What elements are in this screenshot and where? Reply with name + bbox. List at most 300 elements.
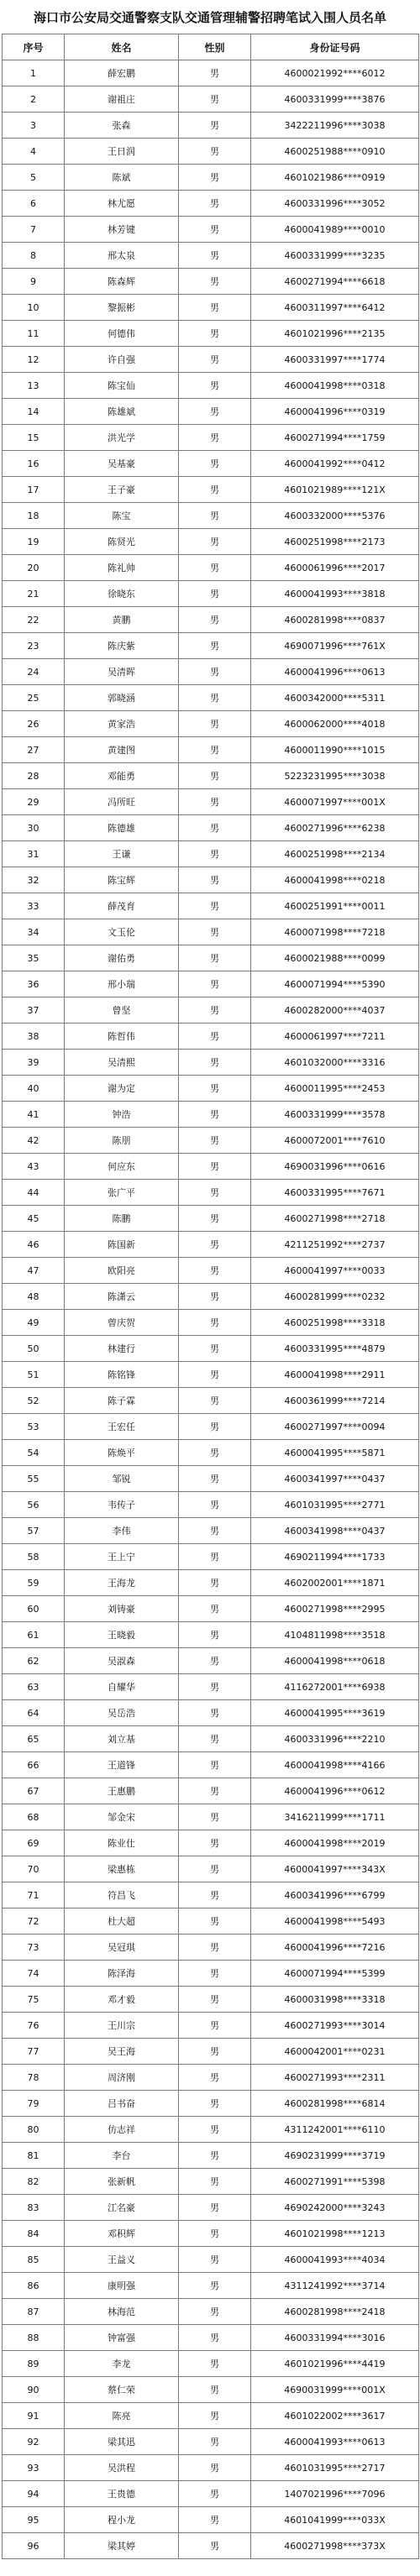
row-number: 29 (3, 789, 65, 815)
gender: 男 (179, 1362, 251, 1388)
row-number: 80 (3, 2117, 65, 2143)
applicant-name: 邓才毅 (65, 1987, 179, 2013)
gender: 男 (179, 581, 251, 607)
applicant-name: 张广平 (65, 1180, 179, 1206)
table-row (3, 2533, 419, 2559)
id-number: 4600361999****7214 (251, 1388, 419, 1414)
id-number: 4690242000****3243 (251, 2195, 419, 2221)
table-row (3, 1414, 419, 1440)
gender: 男 (179, 1518, 251, 1544)
applicant-name: 陈哲伟 (65, 1024, 179, 1050)
gender: 男 (179, 1232, 251, 1258)
row-number: 82 (3, 2169, 65, 2195)
gender: 男 (179, 2117, 251, 2143)
table-row (3, 1076, 419, 1102)
row-number: 81 (3, 2143, 65, 2169)
gender: 男 (179, 2273, 251, 2299)
table-row (3, 1726, 419, 1752)
gender: 男 (179, 86, 251, 113)
table-row (3, 997, 419, 1024)
row-number: 95 (3, 2507, 65, 2533)
applicant-name: 王晓毅 (65, 1622, 179, 1648)
table-row (3, 1752, 419, 1778)
applicant-name: 谢祖庄 (65, 86, 179, 113)
id-number: 4600041998****0318 (251, 373, 419, 399)
gender: 男 (179, 763, 251, 789)
table-row (3, 737, 419, 763)
row-number: 55 (3, 1466, 65, 1492)
id-number: 4600281998****0837 (251, 607, 419, 633)
id-number: 4600271996****6238 (251, 815, 419, 841)
table-row (3, 1622, 419, 1648)
row-number: 15 (3, 425, 65, 451)
id-number: 4600251998****3318 (251, 1310, 419, 1336)
applicant-name: 陈国新 (65, 1232, 179, 1258)
table-row (3, 2299, 419, 2325)
applicant-name: 陈朋 (65, 1128, 179, 1154)
table-row (3, 581, 419, 607)
row-number: 51 (3, 1362, 65, 1388)
gender: 男 (179, 789, 251, 815)
id-number: 4600331996****3052 (251, 191, 419, 217)
id-number: 4600341997****0437 (251, 1466, 419, 1492)
row-number: 79 (3, 2091, 65, 2117)
row-number: 56 (3, 1492, 65, 1518)
row-number: 14 (3, 399, 65, 425)
id-number: 4600062000****4018 (251, 711, 419, 737)
applicant-name: 陈礼帅 (65, 555, 179, 581)
applicant-name: 张新帆 (65, 2169, 179, 2195)
gender: 男 (179, 1596, 251, 1622)
applicant-name: 仿志祥 (65, 2117, 179, 2143)
row-number: 64 (3, 1700, 65, 1726)
id-number: 4600041989****0010 (251, 217, 419, 243)
id-number: 4600311997****6412 (251, 295, 419, 321)
table-row (3, 2169, 419, 2195)
row-number: 44 (3, 1180, 65, 1206)
row-number: 22 (3, 607, 65, 633)
id-number: 4600072001****7610 (251, 1128, 419, 1154)
applicant-name: 王惠鹏 (65, 1778, 179, 1804)
id-number: 4600041996****0612 (251, 1778, 419, 1804)
id-number: 4600331994****3016 (251, 2325, 419, 2351)
id-number: 4116272001****6938 (251, 1674, 419, 1700)
applicant-name: 梁惠栋 (65, 1856, 179, 1882)
gender: 男 (179, 2455, 251, 2481)
row-number: 45 (3, 1206, 65, 1232)
row-number: 53 (3, 1414, 65, 1440)
id-number: 4311242001****6110 (251, 2117, 419, 2143)
id-number: 1407021996****7096 (251, 2481, 419, 2507)
id-number: 4600281999****0232 (251, 1284, 419, 1310)
applicant-name: 陈焕平 (65, 1440, 179, 1466)
row-number: 11 (3, 321, 65, 347)
applicant-name: 欧阳亮 (65, 1258, 179, 1284)
id-number: 4600031998****3318 (251, 1987, 419, 2013)
row-number: 67 (3, 1778, 65, 1804)
id-number: 4600332000****5376 (251, 503, 419, 529)
applicant-name: 谢为定 (65, 1076, 179, 1102)
table-row (3, 60, 419, 86)
table-row (3, 1284, 419, 1310)
row-number: 18 (3, 503, 65, 529)
row-number: 23 (3, 633, 65, 659)
gender: 男 (179, 1882, 251, 1908)
gender: 男 (179, 841, 251, 867)
applicant-name: 陈鹏 (65, 1206, 179, 1232)
applicant-name: 文玉伦 (65, 919, 179, 945)
row-number: 66 (3, 1752, 65, 1778)
applicant-name: 吴清熙 (65, 1050, 179, 1076)
row-number: 84 (3, 2221, 65, 2247)
applicant-name: 陈庆紫 (65, 633, 179, 659)
row-number: 27 (3, 737, 65, 763)
row-number: 50 (3, 1336, 65, 1362)
table-row (3, 295, 419, 321)
table-row (3, 893, 419, 919)
gender: 男 (179, 1440, 251, 1466)
applicant-name: 王道锋 (65, 1752, 179, 1778)
row-number: 17 (3, 477, 65, 503)
table-row (3, 2351, 419, 2377)
applicant-name: 王日润 (65, 139, 179, 165)
applicant-name: 陈森辉 (65, 269, 179, 295)
table-row (3, 2325, 419, 2351)
gender: 男 (179, 2143, 251, 2169)
id-number: 4600041993****3818 (251, 581, 419, 607)
gender: 男 (179, 1935, 251, 1961)
table-row (3, 1856, 419, 1882)
gender: 男 (179, 1024, 251, 1050)
table-row (3, 269, 419, 295)
table-row (3, 1050, 419, 1076)
table-row (3, 763, 419, 789)
gender: 男 (179, 2065, 251, 2091)
id-number: 4600271993****2311 (251, 2065, 419, 2091)
gender: 男 (179, 919, 251, 945)
applicant-name: 黄鹏 (65, 607, 179, 633)
row-number: 37 (3, 997, 65, 1024)
table-row (3, 1961, 419, 1987)
row-number: 31 (3, 841, 65, 867)
id-number: 4690231999****3719 (251, 2143, 419, 2169)
gender: 男 (179, 60, 251, 86)
applicant-name: 程小龙 (65, 2507, 179, 2533)
table-row (3, 2039, 419, 2065)
gender: 男 (179, 2533, 251, 2559)
applicant-name: 陈斌 (65, 165, 179, 191)
gender: 男 (179, 1830, 251, 1856)
row-number: 32 (3, 867, 65, 893)
applicant-name: 韦传子 (65, 1492, 179, 1518)
applicant-name: 邢小瑞 (65, 971, 179, 997)
table-row (3, 477, 419, 503)
table-row (3, 1388, 419, 1414)
id-number: 4600041998****0618 (251, 1648, 419, 1674)
row-number: 57 (3, 1518, 65, 1544)
table-row (3, 2065, 419, 2091)
table-row (3, 1778, 419, 1804)
id-number: 5223231995****3038 (251, 763, 419, 789)
table-row (3, 685, 419, 711)
applicant-name: 钟浩 (65, 1102, 179, 1128)
id-number: 4600251998****2134 (251, 841, 419, 867)
id-number: 4600041998****0218 (251, 867, 419, 893)
id-number: 4601041999****033X (251, 2507, 419, 2533)
table-row (3, 2117, 419, 2143)
id-number: 4311241992****3714 (251, 2273, 419, 2299)
id-number: 4600271994****1759 (251, 425, 419, 451)
applicant-name: 何德伟 (65, 321, 179, 347)
row-number: 38 (3, 1024, 65, 1050)
table-row (3, 2221, 419, 2247)
gender: 男 (179, 1336, 251, 1362)
table-row (3, 217, 419, 243)
gender: 男 (179, 2247, 251, 2273)
id-number: 4601022002****3617 (251, 2403, 419, 2429)
table-row (3, 2143, 419, 2169)
table-row (3, 1466, 419, 1492)
table-row (3, 1570, 419, 1596)
applicant-name: 吕书奋 (65, 2091, 179, 2117)
table-row (3, 1596, 419, 1622)
id-number: 4600041995****5871 (251, 1440, 419, 1466)
gender: 男 (179, 1180, 251, 1206)
id-number: 4600271998****2718 (251, 1206, 419, 1232)
applicant-name: 郭晓涵 (65, 685, 179, 711)
table-row (3, 711, 419, 737)
table-row (3, 945, 419, 971)
applicant-name: 陈铭锋 (65, 1362, 179, 1388)
row-number: 5 (3, 165, 65, 191)
applicant-name: 蔡仁荣 (65, 2377, 179, 2403)
applicant-name: 曾庆贺 (65, 1310, 179, 1336)
table-row (3, 1882, 419, 1908)
row-number: 39 (3, 1050, 65, 1076)
table-row (3, 867, 419, 893)
table-row (3, 2273, 419, 2299)
id-number: 4600331999****3578 (251, 1102, 419, 1128)
gender: 男 (179, 321, 251, 347)
applicant-name: 张森 (65, 113, 179, 139)
applicant-name: 江名豪 (65, 2195, 179, 2221)
table-row (3, 2195, 419, 2221)
applicant-name: 陈宝仙 (65, 373, 179, 399)
row-number: 86 (3, 2273, 65, 2299)
applicant-name: 梁其婷 (65, 2533, 179, 2559)
row-number: 76 (3, 2013, 65, 2039)
applicant-name: 自耀华 (65, 1674, 179, 1700)
row-number: 1 (3, 60, 65, 86)
table-row (3, 789, 419, 815)
applicant-name: 陈宝 (65, 503, 179, 529)
table-row (3, 607, 419, 633)
row-number: 93 (3, 2455, 65, 2481)
gender: 男 (179, 373, 251, 399)
row-number: 19 (3, 529, 65, 555)
gender: 男 (179, 1987, 251, 2013)
roster-table (2, 34, 419, 2559)
applicant-name: 刘铸豪 (65, 1596, 179, 1622)
gender: 男 (179, 113, 251, 139)
table-row (3, 2377, 419, 2403)
id-number: 4600041998****2019 (251, 1830, 419, 1856)
applicant-name: 吴岳浩 (65, 1700, 179, 1726)
gender: 男 (179, 1414, 251, 1440)
gender: 男 (179, 217, 251, 243)
table-row (3, 2247, 419, 2273)
applicant-name: 邹金宋 (65, 1804, 179, 1830)
id-number: 4104811998****3518 (251, 1622, 419, 1648)
table-row (3, 1310, 419, 1336)
id-number: 4600071994****5390 (251, 971, 419, 997)
table-row (3, 1935, 419, 1961)
applicant-name: 王贵德 (65, 2481, 179, 2507)
gender: 男 (179, 165, 251, 191)
gender: 男 (179, 867, 251, 893)
id-number: 4600331999****3235 (251, 243, 419, 269)
row-number: 90 (3, 2377, 65, 2403)
gender: 男 (179, 191, 251, 217)
applicant-name: 王宏任 (65, 1414, 179, 1440)
table-row (3, 321, 419, 347)
applicant-name: 薛宏鹏 (65, 60, 179, 86)
gender: 男 (179, 659, 251, 685)
column-header-id-number: 身份证号码 (251, 34, 419, 60)
row-number: 10 (3, 295, 65, 321)
id-number: 4600041996****0319 (251, 399, 419, 425)
table-row (3, 1987, 419, 2013)
applicant-name: 钟富强 (65, 2325, 179, 2351)
id-number: 4600331999****3876 (251, 86, 419, 113)
gender: 男 (179, 1648, 251, 1674)
row-number: 61 (3, 1622, 65, 1648)
row-number: 3 (3, 113, 65, 139)
row-number: 46 (3, 1232, 65, 1258)
table-row (3, 1544, 419, 1570)
id-number: 4601021996****4419 (251, 2351, 419, 2377)
gender: 男 (179, 1622, 251, 1648)
table-row (3, 1362, 419, 1388)
id-number: 4600251988****0910 (251, 139, 419, 165)
applicant-name: 何应东 (65, 1154, 179, 1180)
gender: 男 (179, 607, 251, 633)
row-number: 85 (3, 2247, 65, 2273)
table-row (3, 2091, 419, 2117)
applicant-name: 薛茂育 (65, 893, 179, 919)
gender: 男 (179, 269, 251, 295)
applicant-name: 谢佑勇 (65, 945, 179, 971)
row-number: 96 (3, 2533, 65, 2559)
applicant-name: 陈业仕 (65, 1830, 179, 1856)
row-number: 7 (3, 217, 65, 243)
row-number: 78 (3, 2065, 65, 2091)
gender: 男 (179, 2507, 251, 2533)
table-row (3, 1232, 419, 1258)
id-number: 4600041993****4034 (251, 2247, 419, 2273)
table-row (3, 373, 419, 399)
applicant-name: 林海范 (65, 2299, 179, 2325)
table-row (3, 555, 419, 581)
gender: 男 (179, 451, 251, 477)
id-number: 4600041996****0613 (251, 659, 419, 685)
gender: 男 (179, 1102, 251, 1128)
id-number: 3416211999****1711 (251, 1804, 419, 1830)
gender: 男 (179, 633, 251, 659)
id-number: 4600041992****0412 (251, 451, 419, 477)
applicant-name: 李伟 (65, 1518, 179, 1544)
id-number: 4600041997****343X (251, 1856, 419, 1882)
row-number: 36 (3, 971, 65, 997)
id-number: 4600041997****0033 (251, 1258, 419, 1284)
row-number: 70 (3, 1856, 65, 1882)
gender: 男 (179, 971, 251, 997)
table-row (3, 1024, 419, 1050)
table-row (3, 633, 419, 659)
gender: 男 (179, 1961, 251, 1987)
row-number: 77 (3, 2039, 65, 2065)
gender: 男 (179, 2429, 251, 2455)
id-number: 4600341996****6799 (251, 1882, 419, 1908)
gender: 男 (179, 1388, 251, 1414)
row-number: 49 (3, 1310, 65, 1336)
gender: 男 (179, 243, 251, 269)
row-number: 47 (3, 1258, 65, 1284)
applicant-name: 梁其迅 (65, 2429, 179, 2455)
row-number: 71 (3, 1882, 65, 1908)
applicant-name: 邹锐 (65, 1466, 179, 1492)
table-row (3, 1674, 419, 1700)
applicant-name: 刘立基 (65, 1726, 179, 1752)
row-number: 9 (3, 269, 65, 295)
applicant-name: 王川宗 (65, 2013, 179, 2039)
column-header-name: 姓名 (65, 34, 179, 60)
row-number: 20 (3, 555, 65, 581)
gender: 男 (179, 997, 251, 1024)
gender: 男 (179, 685, 251, 711)
gender: 男 (179, 477, 251, 503)
gender: 男 (179, 295, 251, 321)
table-row (3, 1440, 419, 1466)
id-number: 4600281998****6814 (251, 2091, 419, 2117)
id-number: 4600282000****4037 (251, 997, 419, 1024)
applicant-name: 吴清晖 (65, 659, 179, 685)
applicant-name: 王益义 (65, 2247, 179, 2273)
id-number: 3422211996****3038 (251, 113, 419, 139)
row-number: 68 (3, 1804, 65, 1830)
gender: 男 (179, 1778, 251, 1804)
gender: 男 (179, 737, 251, 763)
roster-body (3, 60, 419, 2559)
gender: 男 (179, 2299, 251, 2325)
row-number: 42 (3, 1128, 65, 1154)
row-number: 63 (3, 1674, 65, 1700)
applicant-name: 符昌飞 (65, 1882, 179, 1908)
table-row (3, 1336, 419, 1362)
applicant-name: 陈子霖 (65, 1388, 179, 1414)
table-row (3, 243, 419, 269)
gender: 男 (179, 1050, 251, 1076)
applicant-name: 李龙 (65, 2351, 179, 2377)
applicant-name: 邢太泉 (65, 243, 179, 269)
table-row (3, 815, 419, 841)
table-row (3, 191, 419, 217)
applicant-name: 邓积辉 (65, 2221, 179, 2247)
row-number: 88 (3, 2325, 65, 2351)
row-number: 12 (3, 347, 65, 373)
column-header-gender: 性别 (179, 34, 251, 60)
row-number: 33 (3, 893, 65, 919)
